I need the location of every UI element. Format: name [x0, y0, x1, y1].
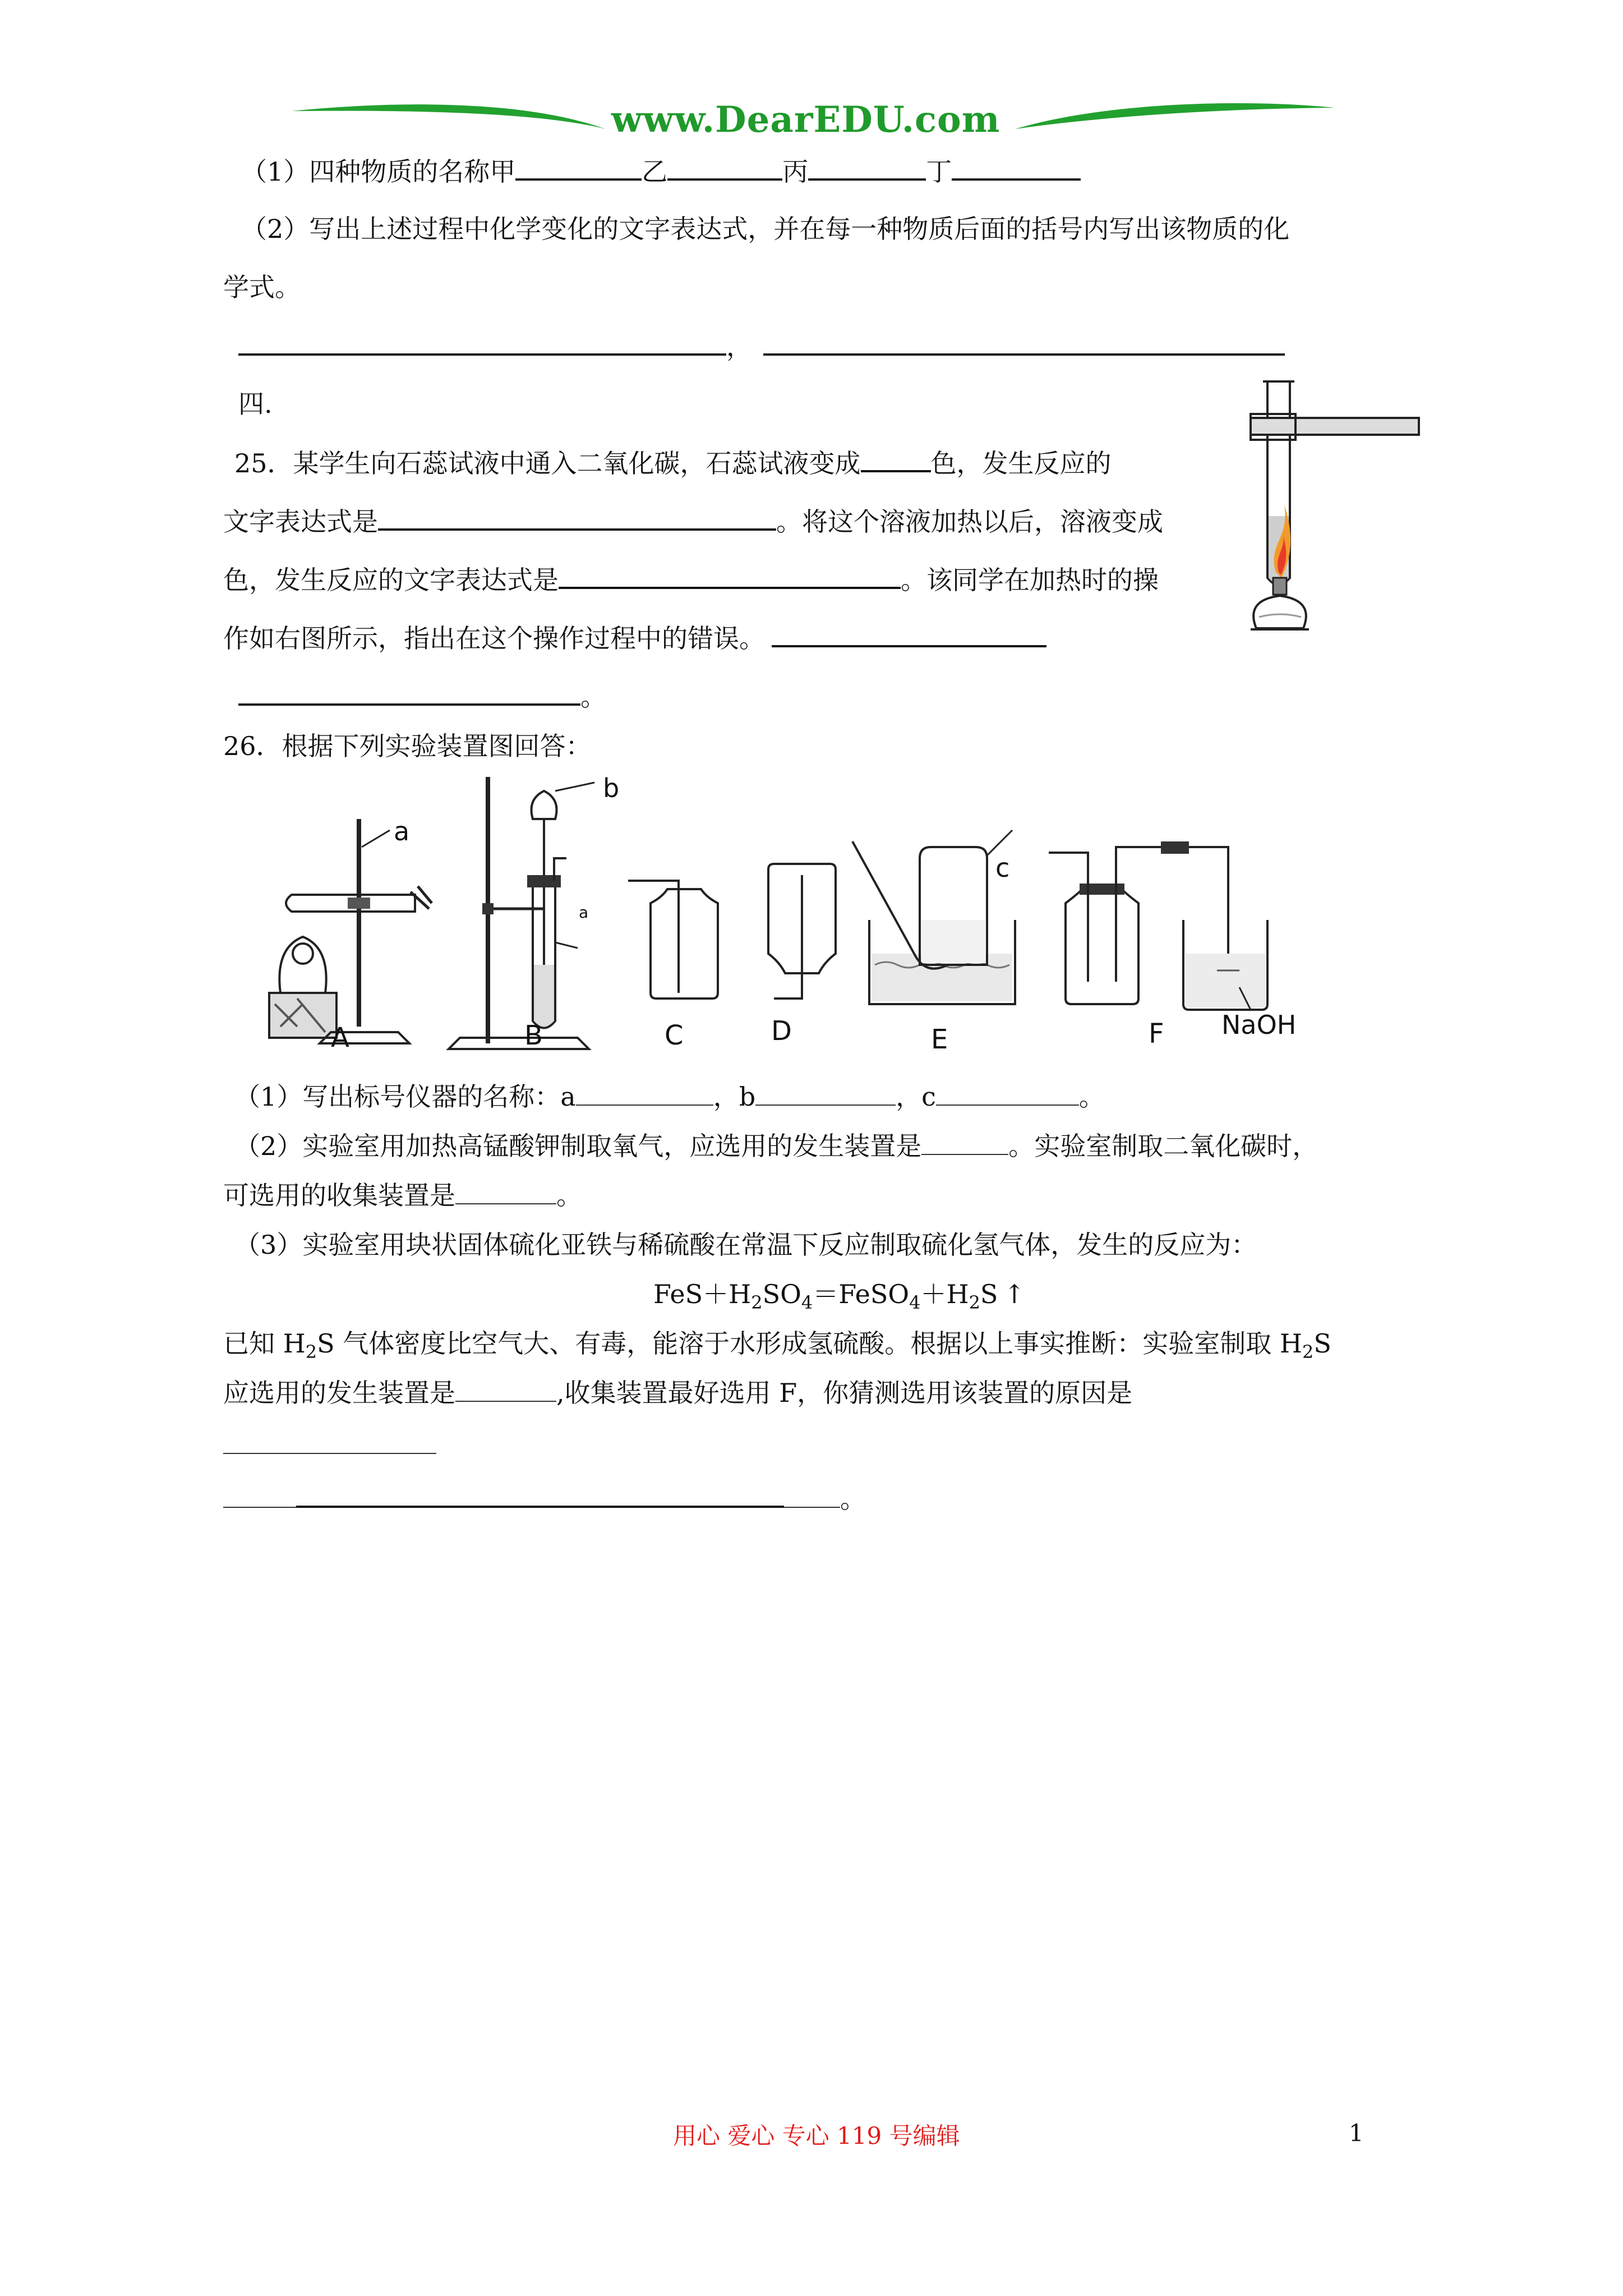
apparatus-f [1049, 841, 1267, 1010]
blank-name-c [936, 1080, 1079, 1106]
blank-color-1 [861, 445, 931, 472]
eq-sub-4b: 4 [909, 1292, 921, 1314]
q26-p2-l2-a: 可选用的收集装置是 [223, 1180, 455, 1211]
eq-sub-2a: 2 [751, 1292, 763, 1314]
q25-line1 [234, 445, 1112, 480]
pointer-label-c: c [995, 853, 1010, 883]
apparatus-label-c: C [665, 1020, 684, 1051]
q26-part3-end [223, 1481, 866, 1516]
blank-error-2 [238, 679, 580, 706]
q25-line2 [223, 504, 1163, 539]
q26-p3-sub-2a: 2 [305, 1341, 317, 1363]
apparatus-a [269, 819, 432, 1043]
apparatus-d [768, 864, 836, 999]
gas-arrow-icon: ↑ [1003, 1279, 1025, 1309]
q24-comma: ， [726, 332, 752, 362]
heating-test-tube-figure [1234, 376, 1424, 639]
page-number: 1 [1349, 2119, 1364, 2147]
apparatus-label-d: D [771, 1015, 792, 1047]
apparatus-label-f: F [1149, 1018, 1164, 1050]
eq-equals-feso: ＝FeSO [813, 1279, 910, 1309]
q26-equation [653, 1277, 1025, 1319]
q25-l2-a: 文字表达式是 [223, 507, 378, 537]
apparatus-figure [264, 769, 1329, 1066]
q26-p3-l3-a: 应选用的发生装置是 [223, 1378, 455, 1408]
q26-p3-l3-b: ,收集装置最好选用 F，你猜测选用该装置的原因是 [556, 1378, 1133, 1408]
q24-answer-lines [238, 329, 1285, 364]
blank-co2-collect [455, 1179, 556, 1204]
q24-part1 [241, 154, 1081, 188]
apparatus-b [449, 777, 594, 1049]
apparatus-e [852, 830, 1015, 1004]
q26-p3-l2-c: S [1313, 1328, 1331, 1359]
q24-part1-prefix: （1）四种物质的名称甲 [241, 157, 516, 187]
q26-part3-line2 [223, 1327, 1331, 1369]
blank-bing [808, 154, 926, 181]
q26-p3-end: 。 [840, 1484, 866, 1514]
blank-name-b [755, 1080, 896, 1106]
blank-error-1 [772, 620, 1046, 647]
apparatus-label-e: E [931, 1024, 948, 1055]
q24-part2-line2: 学式。 [223, 272, 301, 302]
apparatus-c [628, 881, 718, 999]
q26-part1 [234, 1080, 1105, 1114]
label-ding: 丁 [926, 157, 952, 187]
blank-equation-1 [238, 329, 726, 356]
q26-p2-l1-b: 。实验室制取二氧化碳时， [1008, 1131, 1318, 1161]
q26-p1-c: ，c [896, 1082, 936, 1112]
q25-l3-a: 色，发生反应的文字表达式是 [223, 565, 559, 595]
pointer-label-a1: a [394, 816, 410, 846]
label-bing: 丙 [782, 157, 809, 187]
q26-p3-l2-b: S 气体密度比空气大、有毒，能溶于水形成氢硫酸。根据以上事实推断：实验室制取 H [317, 1328, 1302, 1359]
q26-part3-line3 [223, 1376, 1132, 1410]
blank-reason-1 [223, 1453, 436, 1454]
blank-name-a [576, 1080, 713, 1106]
q26-p3-sub-2b: 2 [1302, 1341, 1314, 1363]
q25-l4-a: 作如右图所示，指出在这个操作过程中的错误。 [223, 623, 765, 654]
q26-part2-line1 [234, 1129, 1318, 1163]
blank-yi [667, 154, 782, 181]
q26-part2-line2 [223, 1179, 582, 1212]
q25-line4 [223, 620, 1046, 655]
q26-p2-l1-a: （2）实验室用加热高锰酸钾制取氧气，应选用的发生装置是 [234, 1131, 922, 1161]
pointer-label-a2: a [579, 903, 589, 922]
section-four: 四. [238, 389, 273, 419]
pointer-label-b: b [603, 773, 620, 803]
q26-p1-b: ，b [713, 1082, 756, 1112]
q25-l1-a: 25．某学生向石蕊试液中通入二氧化碳，石蕊试液变成 [234, 448, 861, 478]
q26-part3-line1: （3）实验室用块状固体硫化亚铁与稀硫酸在常温下反应制取硫化氢气体，发生的反应为： [234, 1230, 1257, 1260]
q25-l3-b: 。该同学在加热时的操 [901, 565, 1159, 595]
q26-p2-l2-b: 。 [556, 1180, 582, 1211]
apparatus-label-a: A [331, 1022, 349, 1053]
naoh-label: NaOH [1221, 1010, 1297, 1040]
blank-o2-device [921, 1129, 1008, 1155]
eq-s: S [980, 1279, 998, 1309]
eq-so: SO [762, 1279, 801, 1309]
eq-sub-4a: 4 [801, 1292, 813, 1314]
q26-p3-l2-a: 已知 H [223, 1328, 306, 1359]
blank-reason-2a [223, 1482, 296, 1508]
label-yi: 乙 [642, 157, 668, 187]
q26-p1-a: （1）写出标号仪器的名称：a [234, 1082, 576, 1112]
blank-equation-2 [763, 329, 1285, 356]
eq-fes: FeS＋H [653, 1279, 751, 1309]
q25-l1-b: 色，发生反应的 [930, 448, 1112, 478]
q25-l2-b: 。将这个溶液加热以后，溶液变成 [776, 507, 1163, 537]
blank-expression-1 [378, 504, 776, 531]
apparatus-label-b: B [524, 1020, 543, 1051]
eq-plus-h: ＋H [920, 1279, 969, 1309]
footer-text: 用心 爱心 专心 119 号编辑 [673, 2122, 960, 2150]
q26-p1-d: 。 [1078, 1082, 1105, 1112]
blank-ding [952, 154, 1081, 181]
eq-sub-2b: 2 [969, 1292, 980, 1314]
q24-part2-line1: （2）写出上述过程中化学变化的文字表达式，并在每一种物质后面的括号内写出该物质的化 [241, 214, 1290, 244]
q25-line3 [223, 562, 1159, 597]
blank-expression-2 [559, 562, 901, 589]
q25-line5 [238, 679, 606, 714]
blank-h2s-device [455, 1376, 556, 1402]
blank-reason-2c [784, 1482, 840, 1508]
blank-reason-2b [296, 1481, 784, 1508]
q25-l5-end: 。 [580, 682, 606, 712]
header-url: www.DearEDU.com [611, 99, 1000, 141]
q26-title: 26．根据下列实验装置图回答： [223, 731, 592, 761]
blank-jia [515, 154, 642, 181]
